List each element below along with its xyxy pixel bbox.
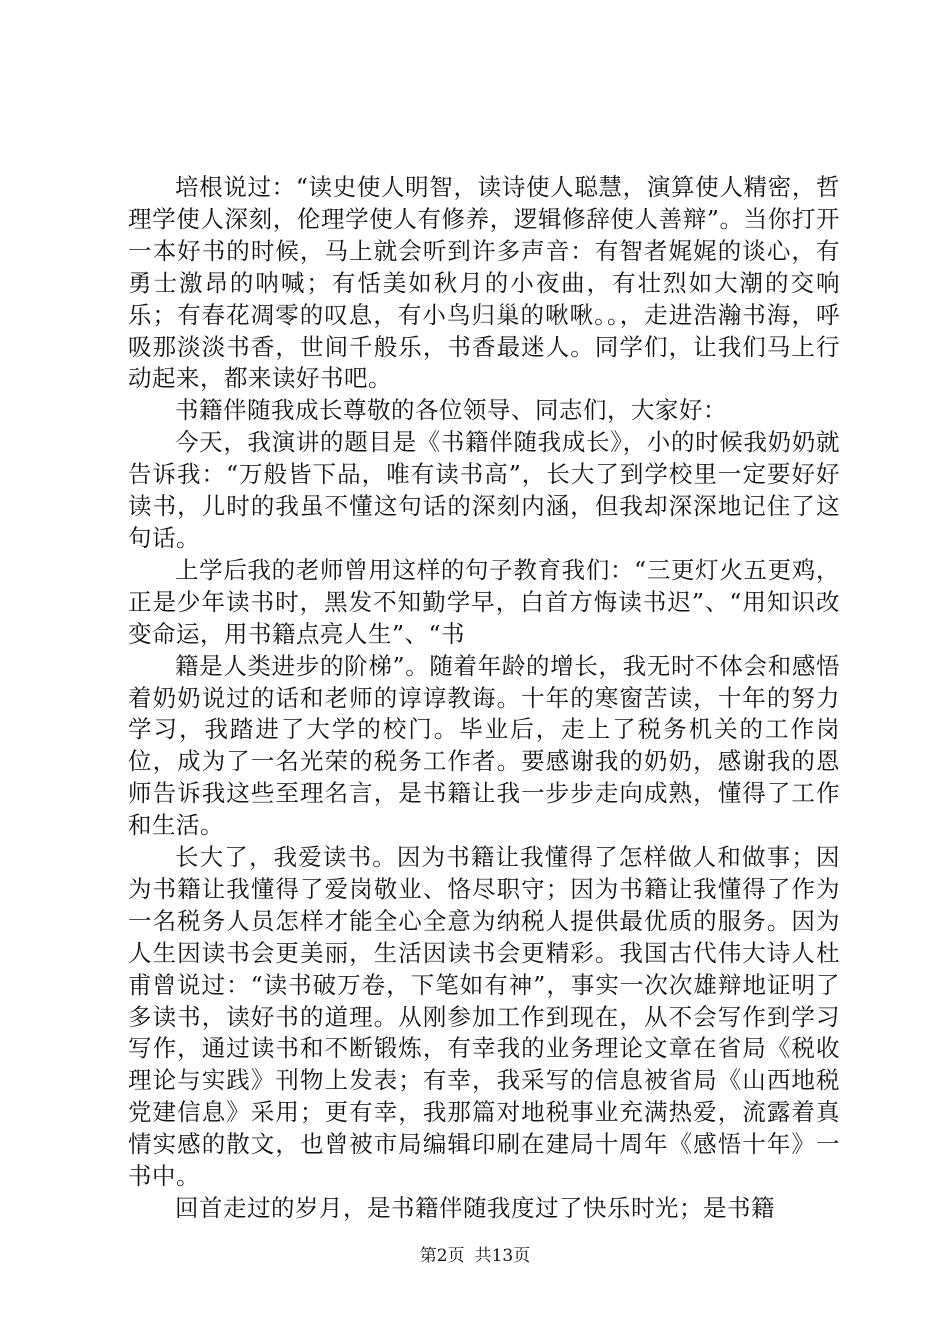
paragraph-love-reading: 长大了，我爱读书。因为书籍让我懂得了怎样做人和做事；因为书籍让我懂得了爱岗敬业、恪尽职守；因为书籍让我懂得了作为一名税务人员怎样才能全心全意为纳税人提供最优质的服务。因为人生因读书会更美丽，生活因读书会更精彩。我国古代伟大诗人杜甫曾说过：“读书破万卷，下笔如有神”，事实一次次雄辩地证明了多读书，读好书的道理。从刚参加工作到现在，从不会写作到学习写作，通过读书和不断锻炼，有幸我的业务理论文章在省局《税收理论与实践》刊物上发表；有幸，我采写的信息被省局《山西地税党建信息》采用；更有幸，我那篇对地税事业充满热爱，流露着真情实感的散文，也曾被市局编辑印刷在建局十周年《感悟十年》一书中。 [128,843,840,1191]
page-number: 第2页 [419,1246,465,1266]
page-footer [0,1241,950,1266]
paragraph-growth: 籍是人类进步的阶梯”。随着年龄的增长，我无时不体会和感悟着奶奶说过的话和老师的谆谆教诲。十年的寒窗苦读，十年的努力学习，我踏进了大学的校门。毕业后，走上了税务机关的工作岗位，成为了一名光荣的税务工作者。要感谢我的奶奶，感谢我的恩师告诉我这些至理名言，是书籍让我一步步走向成熟，懂得了工作和生活。 [128,651,840,840]
page-total: 共13页 [474,1246,531,1266]
paragraph-speech-intro: 今天，我演讲的题目是《书籍伴随我成长》，小的时候我奶奶就告诉我：“万般皆下品，唯有读书高”，长大了到学校里一定要好好读书，儿时的我虽不懂这句话的深刻内涵，但我却深深地记住了这句话。 [128,428,840,552]
paragraph-teacher-quotes: 上学后我的老师曾用这样的句子教育我们：“三更灯火五更鸡，正是少年读书时，黑发不知勤学早，白首方悔读书迟”、“用知识改变命运，用书籍点亮人生”、“书 [128,555,840,648]
paragraph-speech-title-greeting: 书籍伴随我成长尊敬的各位领导、同志们，大家好： [175,396,727,425]
paragraph-bacon-quote: 培根说过：“读史使人明智，读诗使人聪慧，演算使人精密，哲理学使人深刻，伦理学使人有修养，逻辑修辞使人善辩”。当你打开一本好书的时候，马上就会听到许多声音：有智者娓娓的谈心，有勇士激昂的呐喊；有恬美如秋月的小夜曲，有壮烈如大潮的交响乐；有春花凋零的叹息，有小鸟归巢的啾啾。。，走进浩瀚书海，呼吸那淡淡书香，世间千般乐，书香最迷人。同学们，让我们马上行动起来，都来读好书吧。 [128,173,840,393]
document-body [128,172,840,1225]
paragraph-looking-back: 回首走过的岁月，是书籍伴随我度过了快乐时光；是书籍 [175,1194,775,1222]
